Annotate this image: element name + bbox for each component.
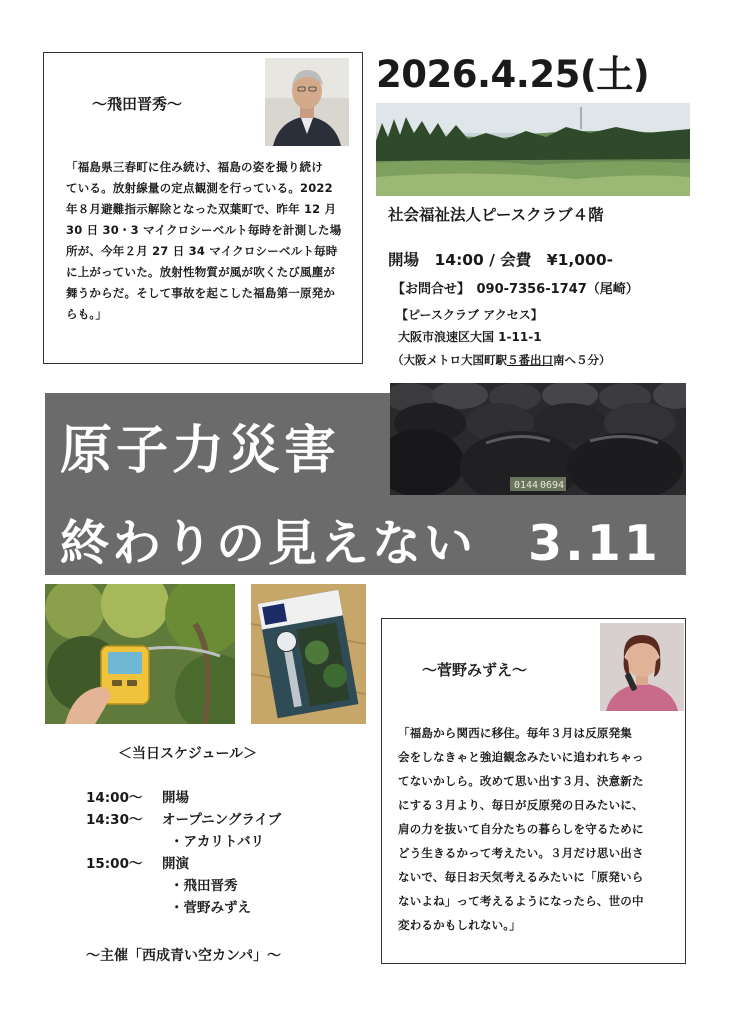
- speaker1-name: ～飛田晋秀～: [92, 95, 183, 113]
- speaker2-portrait: [600, 623, 684, 711]
- quote-line: 所が、今年２月 27 日 34 マイクロシーベルト毎時: [66, 244, 338, 258]
- dosimeter-photo: [45, 584, 235, 724]
- speaker1-portrait: [265, 58, 349, 146]
- quote-line: 年８月避難指示解除となった双葉町で、昨年 12 月: [66, 202, 337, 216]
- directions-pre: （大阪メトロ大国町駅: [392, 353, 507, 367]
- schedule-time: 14:30～: [86, 812, 143, 828]
- quote-line: 変わるかもしれない。」: [398, 918, 521, 932]
- landscape-photo: [376, 103, 690, 196]
- quote-line: 「福島県三春町に住み続け、福島の姿を撮り続け: [66, 160, 323, 174]
- schedule-item: ・飛田晋秀: [170, 878, 238, 894]
- quote-line: ている。放射線量の定点観測を行っている。2022: [66, 181, 333, 195]
- speaker2-box: [381, 618, 686, 964]
- banner-title-line1: 原子力災害: [60, 421, 341, 481]
- venue-name: 社会福祉法人ピースクラブ４階: [388, 206, 604, 224]
- quote-line: 「福島から関西に移住。毎年３月は反原発集: [398, 726, 632, 740]
- magazine-photo: [251, 584, 366, 724]
- bag-label: 0144: [514, 480, 539, 491]
- opening-fee: 開場 14:00 / 会費 ¥1,000-: [388, 251, 614, 269]
- speaker2-name: ～菅野みずえ～: [422, 661, 528, 679]
- schedule-title: ＜当日スケジュール＞: [118, 746, 258, 762]
- schedule-item: ・アカリトバリ: [170, 834, 265, 850]
- speaker1-box: [43, 52, 363, 364]
- quote-line: 舞うからだ。そして事故を起こした福島第一原発か: [66, 286, 336, 300]
- quote-line: どう生きるかって考えたい。３月だけ思い出さ: [398, 846, 644, 860]
- organizer: ～主催「西成青い空カンパ」～: [86, 948, 282, 964]
- event-date: 2026.4.25(土): [376, 53, 650, 96]
- schedule-time: 14:00～: [86, 790, 143, 806]
- banner-title-line2: 終わりの見えない 3.11: [60, 515, 661, 572]
- quote-line: ないで、毎日お天気考えるみたいに「原発いら: [398, 870, 644, 884]
- quote-line: に上がっていた。放射性物質が風が吹くたび風塵が: [66, 265, 336, 279]
- schedule-item: 開演: [162, 856, 189, 872]
- quote-line: てないかしら。改めて思い出す３月、決意新た: [398, 774, 644, 788]
- quote-line: ないよね」って考えるようになったら、世の中: [398, 894, 644, 908]
- directions-exit: ５番出口: [507, 353, 553, 367]
- quote-line: にする３月より、毎日が反原発の日みたいに、: [398, 798, 644, 812]
- quote-line: 30 日 30・3 マイクロシーベルト毎時を計測した場: [66, 223, 342, 237]
- directions: [392, 352, 611, 368]
- access-label: 【ピースクラブ アクセス】: [396, 308, 543, 322]
- garbage-bags-photo: [390, 383, 686, 495]
- quote-line: 肩の力を抜いて自分たちの暮らしを守るために: [398, 822, 644, 836]
- bag-label: 0694: [540, 480, 565, 491]
- venue-address: 大阪市浪速区大国 1-11-1: [398, 330, 542, 344]
- schedule-item: ・菅野みずえ: [170, 900, 251, 916]
- schedule-time: 15:00～: [86, 856, 143, 872]
- directions-post: 南へ５分）: [553, 353, 611, 367]
- quote-line: 会をしなきゃと強迫観念みたいに追われちゃっ: [398, 750, 644, 764]
- contact-phone: 【お問合せ】 090-7356-1747（尾崎）: [392, 282, 639, 297]
- schedule-item: 開場: [162, 790, 189, 806]
- quote-line: らも。」: [66, 307, 108, 321]
- schedule-item: オープニングライブ: [162, 812, 282, 828]
